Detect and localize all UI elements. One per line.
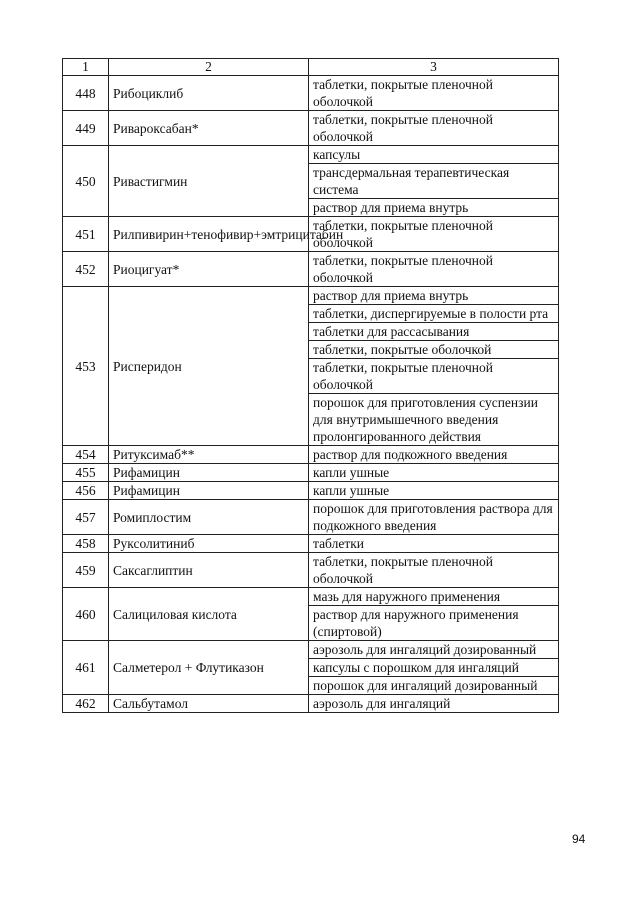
column-header: 3	[309, 59, 559, 76]
table-row	[63, 217, 559, 252]
row-number: 454	[63, 446, 109, 464]
row-number: 448	[63, 76, 109, 111]
drug-name: Рибоциклиб	[109, 76, 309, 111]
row-number: 460	[63, 588, 109, 641]
drug-name: Салициловая кислота	[109, 588, 309, 641]
dosage-form: аэрозоль для ингаляций дозированный	[309, 641, 559, 659]
row-number: 453	[63, 287, 109, 446]
table-row	[63, 500, 559, 535]
row-number: 451	[63, 217, 109, 252]
drug-name: Сальбутамол	[109, 695, 309, 713]
dosage-form: таблетки, покрытые пленочной оболочкой	[309, 252, 559, 287]
drug-name: Рисперидон	[109, 287, 309, 446]
table-row	[63, 588, 559, 606]
dosage-form: таблетки, покрытые пленочной оболочкой	[309, 217, 559, 252]
table-header-row	[63, 59, 559, 76]
table-row	[63, 482, 559, 500]
table-row	[63, 535, 559, 553]
dosage-form: порошок для приготовления суспензии для внутримышечного введения пролонгированного действия	[309, 394, 559, 446]
table-row	[63, 695, 559, 713]
table-row	[63, 464, 559, 482]
table-row	[63, 446, 559, 464]
drug-name: Рифамицин	[109, 464, 309, 482]
table-row	[63, 76, 559, 111]
dosage-form: мазь для наружного применения	[309, 588, 559, 606]
row-number: 459	[63, 553, 109, 588]
dosage-form: трансдермальная терапевтическая система	[309, 164, 559, 199]
dosage-form: порошок для ингаляций дозированный	[309, 677, 559, 695]
drug-name: Ривастигмин	[109, 146, 309, 217]
dosage-form: раствор для наружного применения (спиртовой)	[309, 606, 559, 641]
drug-name: Ритуксимаб**	[109, 446, 309, 464]
dosage-form: капли ушные	[309, 464, 559, 482]
row-number: 457	[63, 500, 109, 535]
row-number: 461	[63, 641, 109, 695]
drug-name: Ромиплостим	[109, 500, 309, 535]
row-number: 452	[63, 252, 109, 287]
drug-name: Саксаглиптин	[109, 553, 309, 588]
row-number: 455	[63, 464, 109, 482]
dosage-form: раствор для подкожного введения	[309, 446, 559, 464]
dosage-form: таблетки	[309, 535, 559, 553]
page-number: 94	[572, 832, 586, 846]
dosage-form: аэрозоль для ингаляций	[309, 695, 559, 713]
dosage-form: таблетки, покрытые пленочной оболочкой	[309, 111, 559, 146]
table-row	[63, 111, 559, 146]
dosage-form: порошок для приготовления раствора для подкожного введения	[309, 500, 559, 535]
table-row	[63, 553, 559, 588]
table-row	[63, 146, 559, 164]
dosage-form: раствор для приема внутрь	[309, 199, 559, 217]
dosage-form: таблетки, покрытые пленочной оболочкой	[309, 359, 559, 394]
dosage-form: раствор для приема внутрь	[309, 287, 559, 305]
column-header: 1	[63, 59, 109, 76]
column-header: 2	[109, 59, 309, 76]
drug-name: Руксолитиниб	[109, 535, 309, 553]
drug-name: Риоцигуат*	[109, 252, 309, 287]
dosage-form: капли ушные	[309, 482, 559, 500]
drug-name: Ривароксабан*	[109, 111, 309, 146]
dosage-form: капсулы	[309, 146, 559, 164]
drug-table	[62, 58, 559, 713]
dosage-form: таблетки, покрытые оболочкой	[309, 341, 559, 359]
table-body	[63, 76, 559, 713]
drug-name: Рифамицин	[109, 482, 309, 500]
row-number: 456	[63, 482, 109, 500]
table-row	[63, 287, 559, 305]
row-number: 450	[63, 146, 109, 217]
row-number: 462	[63, 695, 109, 713]
dosage-form: капсулы с порошком для ингаляций	[309, 659, 559, 677]
table-row	[63, 252, 559, 287]
table-row	[63, 641, 559, 659]
dosage-form: таблетки, диспергируемые в полости рта	[309, 305, 559, 323]
row-number: 449	[63, 111, 109, 146]
dosage-form: таблетки, покрытые пленочной оболочкой	[309, 553, 559, 588]
drug-name: Салметерол + Флутиказон	[109, 641, 309, 695]
dosage-form: таблетки, покрытые пленочной оболочкой	[309, 76, 559, 111]
row-number: 458	[63, 535, 109, 553]
drug-name: Рилпивирин+тенофивир+эмтрицитабин	[109, 217, 309, 252]
dosage-form: таблетки для рассасывания	[309, 323, 559, 341]
